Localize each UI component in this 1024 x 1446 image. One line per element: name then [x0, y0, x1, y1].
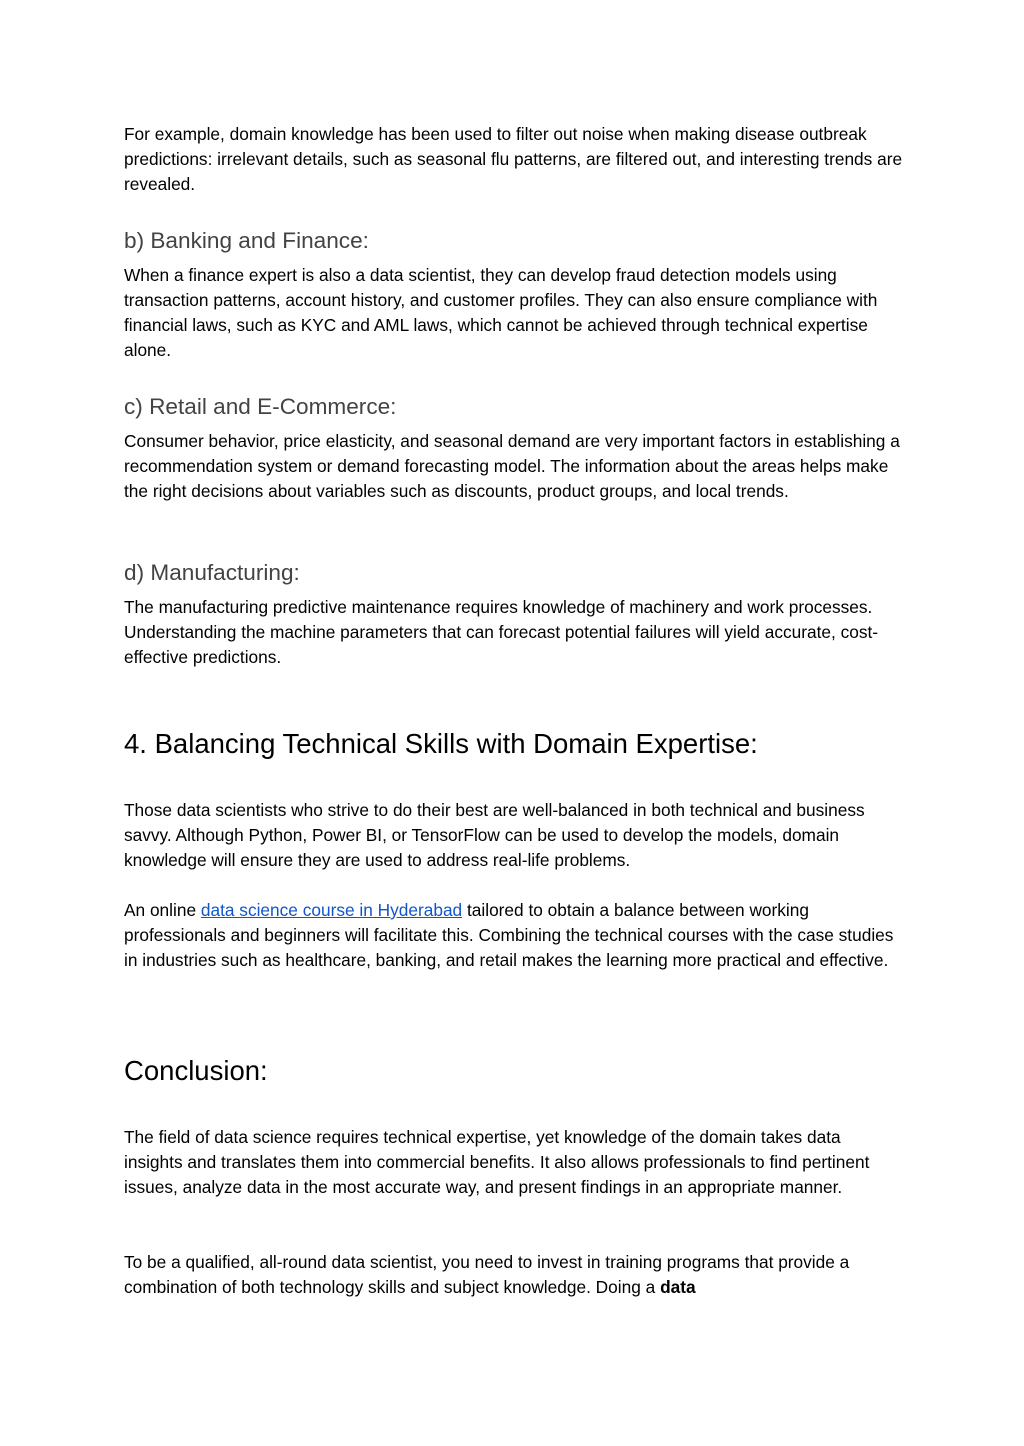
balancing-paragraph-1: Those data scientists who strive to do their best are well-balanced in both technical and business savvy. Although Python, Power BI, or TensorFlow can be used to develop the models, domain knowledge will ensure they are used to address real-life problems. — [124, 800, 865, 870]
conclusion-bold-text: data — [660, 1277, 696, 1297]
manufacturing-paragraph: The manufacturing predictive maintenance requires knowledge of machinery and work processes. Understanding the machine parameters that can forecast potential failures will yield accurate, cost-effective predictions. — [124, 597, 879, 667]
manufacturing-heading: d) Manufacturing: — [124, 560, 300, 585]
banking-heading: b) Banking and Finance: — [124, 228, 369, 253]
balancing-heading: 4. Balancing Technical Skills with Domain Expertise: — [124, 728, 758, 759]
intro-paragraph: For example, domain knowledge has been used to filter out noise when making disease outbreak predictions: irrelevant details, such as seasonal flu patterns, are filtered out, and interesting trends are revealed. — [124, 124, 903, 194]
banking-paragraph: When a finance expert is also a data scientist, they can develop fraud detection models using transaction patterns, account history, and customer profiles. They can also ensure compliance with financial laws, such as KYC and AML laws, which cannot be achieved through technical expertise alone. — [124, 265, 878, 360]
balancing-paragraph-2-suffix: tailored to obtain a balance between working professionals and beginners will facilitate this. Combining the technical courses with the case studies in industries such as healthcare, banking, and retail makes the learning more practical and effective. — [124, 900, 894, 970]
conclusion-paragraph-1: The field of data science requires technical expertise, yet knowledge of the domain takes data insights and translates them into commercial benefits. It also allows professionals to find pertinent issues, analyze data in the most accurate way, and present findings in an appropriate manner. — [124, 1127, 870, 1197]
retail-paragraph: Consumer behavior, price elasticity, and seasonal demand are very important factors in establishing a recommendation system or demand forecasting model. The information about the areas helps make the right decisions about variables such as discounts, product groups, and local trends. — [124, 431, 900, 501]
retail-heading: c) Retail and E-Commerce: — [124, 394, 397, 419]
conclusion-paragraph-2-prefix: To be a qualified, all-round data scientist, you need to invest in training programs that provide a combination of both technology skills and subject knowledge. Doing a — [124, 1252, 850, 1297]
course-link[interactable]: data science course in Hyderabad — [200, 900, 463, 920]
conclusion-paragraph-2 — [124, 1250, 904, 1300]
balancing-paragraph-2 — [124, 898, 904, 973]
conclusion-heading: Conclusion: — [124, 1055, 268, 1086]
balancing-paragraph-2-prefix: An online — [124, 900, 201, 920]
